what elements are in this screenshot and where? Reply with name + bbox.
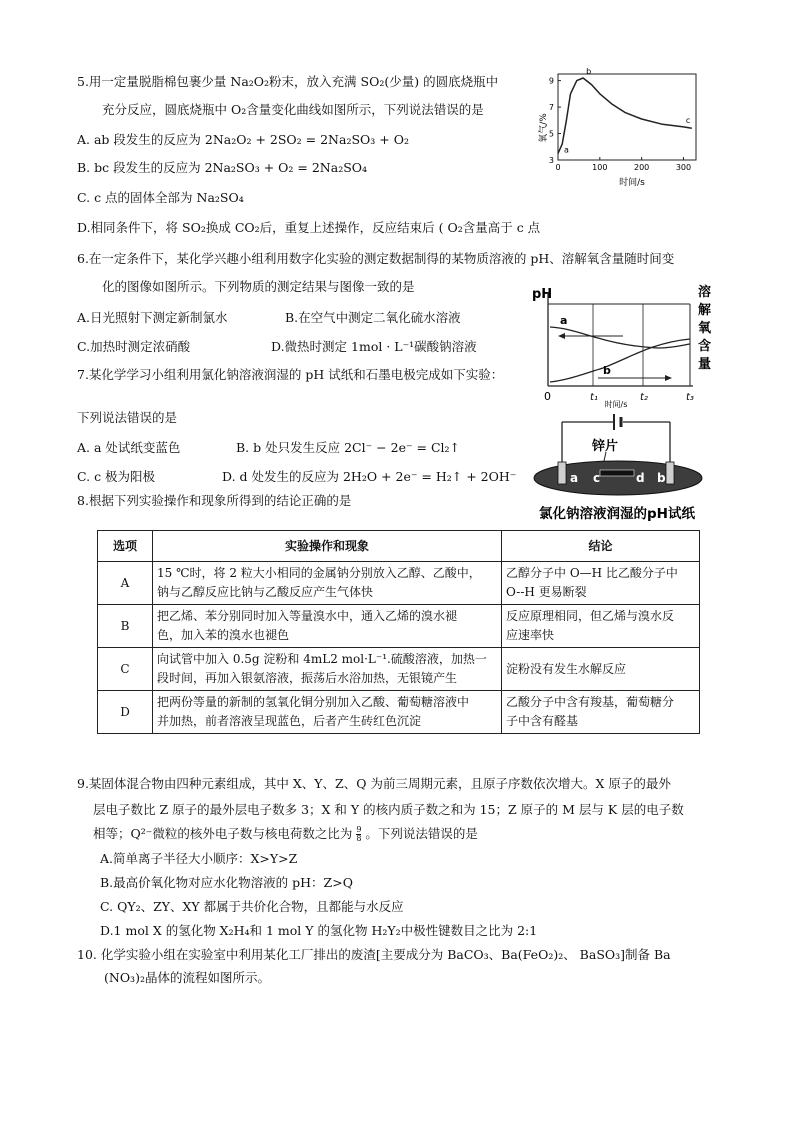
q9-option-a: A.简单离子半径大小顺序：X>Y>Z (100, 851, 298, 866)
table-row (98, 691, 700, 734)
chart-frame (558, 74, 696, 160)
q7-option-d: D. d 处发生的反应为 2H₂O + 2e⁻ = H₂↑ + 2OH⁻ (222, 469, 517, 484)
q6-stem-line1: 6.在一定条件下，某化学兴趣小组利用数字化实验的测定数据制得的某物质溶液的 pH、溶解氧含量随时间变 (77, 251, 675, 266)
header-conclusion: 结论 (502, 531, 700, 562)
oxygen-content-chart (538, 64, 710, 188)
point-label-c: c (685, 116, 691, 126)
operation-cell: 15 ℃时，将 2 粒大小相同的金属钠分别放入乙醇、乙酸中， 钠与乙醇反应比钠与乙酸反应产生气体快 (153, 562, 502, 605)
q6-option-b: B.在空气中测定二氧化硫水溶液 (285, 310, 461, 325)
q6-stem-line2: 化的图像如图所示。下列物质的测定结果与图像一致的是 (102, 279, 415, 294)
graph-right-label-4: 含 (698, 339, 712, 354)
table-header-row (98, 531, 700, 562)
q7-option-c: C. c 极为阳极 (77, 469, 156, 484)
ph-dissolved-oxygen-graph (528, 282, 718, 408)
point-d: d (636, 471, 645, 485)
q7-stem2: 下列说法错误的是 (77, 410, 178, 425)
y-tick-label: 9 (548, 76, 554, 86)
q9-stem-line2: 层电子数比 Z 原子的最外层电子数多 3；X 和 Y 的核内质子数之和为 15；Z 原子的 M 层与 K 层的电子数 (93, 802, 684, 817)
table-row (98, 562, 700, 605)
q5-stem-line1: 5.用一定量脱脂棉包裹少量 Na₂O₂粉末，放入充满 SO₂(少量) 的圆底烧瓶中 (77, 74, 499, 89)
operation-cell: 向试管中加入 0.5g 淀粉和 4mL2 mol·L⁻¹.硫酸溶液，加热一 段时间，再加入银氨溶液，振荡后水浴加热，无银镜产生 (153, 648, 502, 691)
operation-cell: 把两份等量的新制的氢氧化铜分别加入乙酸、葡萄糖溶液中 并加热，前者溶液呈现蓝色，后者产生砖红色沉淀 (153, 691, 502, 734)
conclusion-cell: 反应原理相同，但乙烯与溴水反 应速率快 (502, 605, 700, 648)
q9-option-d: D.1 mol X 的氢化物 X₂H₄和 1 mol Y 的氢化物 H₂Y₂中极性键数目之比为 2:1 (100, 923, 538, 938)
q9-stem-line1: 9.某固体混合物由四种元素组成，其中 X、Y、Z、Q 为前三周期元素，且原子序数依次增大。X 原子的最外 (77, 776, 671, 791)
graph-right-label-2: 解 (698, 303, 712, 318)
y-tick-label: 5 (548, 129, 554, 139)
q8-stem: 8.根据下列实验操作和现象所得到的结论正确的是 (77, 493, 352, 508)
conclusion-cell: 淀粉没有发生水解反应 (502, 648, 700, 691)
q6-option-a: A.日光照射下测定新制氯水 (77, 310, 228, 325)
y-tick-label: 3 (548, 156, 554, 165)
x-tick-label: 100 (592, 163, 608, 172)
graph-ylabel: pH (532, 287, 553, 302)
q5-option-c: C. c 点的固体全部为 Na₂SO₄ (77, 190, 244, 205)
graph-tick-t1: t₁ (590, 392, 598, 403)
q5-option-b: B. bc 段发生的反应为 2Na₂SO₃ + O₂ = 2Na₂SO₄ (77, 160, 368, 175)
option-cell: D (98, 691, 153, 734)
header-operation: 实验操作和现象 (153, 531, 502, 562)
q5-stem-line2: 充分反应，圆底烧瓶中 O₂含量变化曲线如图所示，下列说法错误的是 (102, 102, 484, 117)
q7-option-a: A. a 处试纸变蓝色 (77, 440, 181, 455)
y-tick-label: 7 (548, 103, 554, 113)
x-tick-label: 300 (675, 163, 692, 172)
oxygen-curve (558, 78, 692, 153)
chart-xlabel: 时间/s (619, 178, 645, 188)
q9-option-c: C. QY₂、ZY、XY 都属于共价化合物，且都能与水反应 (100, 899, 404, 914)
q10-stem-line2: (NO₃)₂晶体的流程如图所示。 (104, 970, 270, 985)
option-cell: A (98, 562, 153, 605)
q6-option-d: D.微热时测定 1mol · L⁻¹碳酸钠溶液 (271, 339, 477, 354)
zinc-plate-label: 锌片 (592, 439, 619, 454)
table-row (98, 605, 700, 648)
graph-xlabel: 时间/s (604, 400, 628, 408)
point-c: c (593, 471, 601, 485)
graph-right-label-5: 量 (698, 357, 712, 372)
graph-right-label-3: 氧 (698, 321, 712, 336)
chart-ylabel: 氧气/% (539, 113, 549, 143)
point-label-b: b (586, 66, 592, 76)
point-b: b (657, 471, 666, 485)
point-a: a (570, 471, 579, 485)
table-row (98, 648, 700, 691)
q10-stem-line1: 10. 化学实验小组在实验室中利用某化工厂排出的废渣[主要成分为 BaCO₃、Ba(FeO₂)₂、 BaSO₃]制备 Ba (77, 947, 671, 962)
conclusion-cell: 乙醇分子中 O—H 比乙酸分子中 O--H 更易断裂 (502, 562, 700, 605)
point-label-a: a (564, 145, 569, 155)
header-option: 选项 (98, 531, 153, 562)
option-cell: C (98, 648, 153, 691)
graph-tick-t3: t₃ (686, 392, 694, 403)
figure-caption: 氯化钠溶液润湿的pH试纸 (539, 506, 695, 522)
graph-right-label-1: 溶 (698, 285, 712, 300)
electrolysis-figure (520, 412, 715, 524)
x-tick-label: 200 (633, 163, 650, 172)
q5-option-a: A. ab 段发生的反应为 2Na₂O₂ + 2SO₂ = 2Na₂SO₃ + O₂ (77, 132, 409, 147)
x-tick-label: 0 (555, 163, 561, 172)
curve-a-label: a (560, 314, 568, 327)
q5-option-d: D.相同条件下，将 SO₂换成 CO₂后，重复上述操作，反应结束后 ( O₂含量高于 c 点 (77, 220, 541, 235)
option-cell: B (98, 605, 153, 648)
q9-option-b: B.最高价氧化物对应水化物溶液的 pH：Z>Q (100, 875, 353, 890)
graph-tick-t2: t₂ (640, 392, 648, 403)
fraction-nine-eighths: $\frac{9}{8}$ (356, 825, 362, 843)
conclusion-cell: 乙酸分子中含有羧基，葡萄糖分 子中含有醛基 (502, 691, 700, 734)
q7-stem: 7.某化学学习小组利用氯化钠溶液润湿的 pH 试纸和石墨电极完成如下实验： (77, 367, 504, 382)
q6-option-c: C.加热时测定浓硝酸 (77, 339, 191, 354)
q9-stem-line3: 相等；Q²⁻微粒的核外电子数与核电荷数之比为 $\frac{9}{8}$ 。下列说法错误的是 (93, 825, 478, 843)
graph-origin: 0 (544, 390, 551, 403)
operation-cell: 把乙烯、苯分别同时加入等量溴水中，通入乙烯的溴水褪 色，加入苯的溴水也褪色 (153, 605, 502, 648)
experiment-table (97, 530, 700, 734)
q7-option-b: B. b 处只发生反应 2Cl⁻ − 2e⁻ = Cl₂↑ (236, 440, 461, 455)
curve-b-label: b (603, 364, 611, 377)
